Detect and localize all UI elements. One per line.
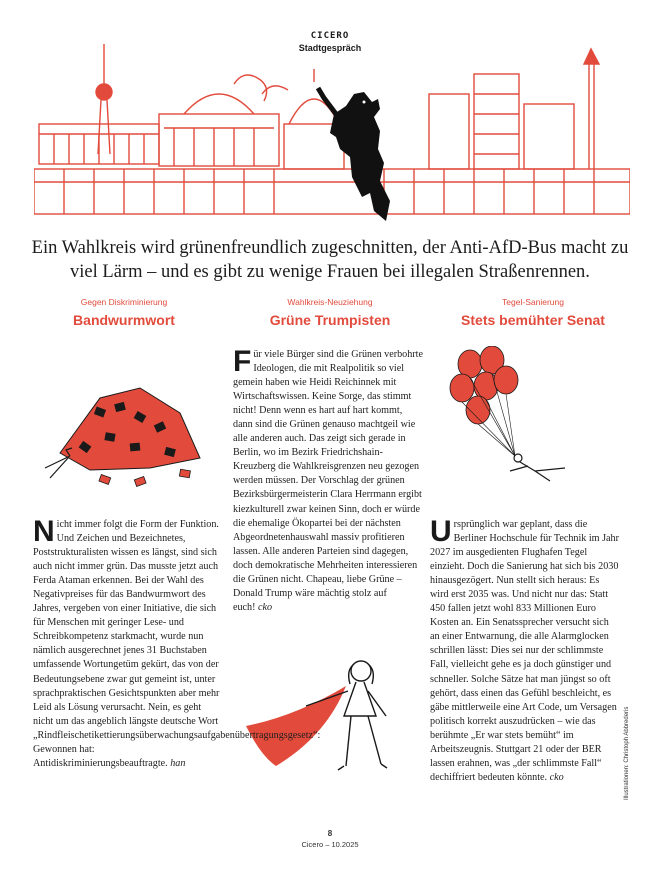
article-2-signature: cko bbox=[258, 601, 273, 613]
article-3-signature: cko bbox=[549, 771, 564, 783]
woman-flag-illustration bbox=[236, 646, 426, 796]
article-2-body bbox=[233, 345, 423, 615]
article-3-heading bbox=[437, 296, 629, 330]
brand-name: CICERO bbox=[310, 31, 350, 41]
issue-label: Cicero – 10.2025 bbox=[301, 840, 359, 849]
article-1-text: icht immer folgt die Form der Funktion. Und Zeichen und Bezeichnetes, Poststrukturalisten wissen es längst, sind sich auch nicht immer grün. Das musste jetzt auch Ferda Ataman erkennen. Bei der Wahl des Negativpreises für das Bandwurmwort des Jahres, vergeben von einer Initiative, die sich für Menschen mit geringer Lese- und Schreibkompetenz starkmacht, wurde nun nämlich ausgerechnet jenes 31 Buchstaben umfassende Wortungetüm gekürt, das von der Bedeutungsebene zwar gut gemeint ist, unter sprachpraktischen Gesichtspunkten aber mehr Leid als Lösung verursacht. Nein, es geht nicht um das angeblich längste deutsche Wort „Rindfleischetikettierungsüberwachungsaufgabenübertragungsgesetz“: Gewonnen hat: Antidiskriminierungsbeauftragte. bbox=[33, 519, 321, 769]
article-3-kicker: Tegel-Sanierung bbox=[502, 297, 564, 307]
article-2-title: Grüne Trumpisten bbox=[269, 312, 391, 328]
article-2-text: ür viele Bürger sind die Grünen verbohrte Ideologen, die mit Realpolitik so viel gemein haben wie Heidi Reichinnek mit Wirtschaftswissen. Keine Sorge, das stimmt nicht! Denn wenn es hart auf hart kommt, dann sind die Grünen genauso machtgeil wie alle anderen auch. Das zeigt sich gerade in Berlin, wo im Bezirk Friedrichshain-Kreuzberg die Wahlkreisgrenzen neu gezogen werden müssen. Der Vorschlag der grünen Bezirksbürgermeisterin Clara Herrmann ergibt kiezkulturell zwar keinen Sinn, doch er würde die ehemalige Ökopartei bei der nächsten Abgeordnetenhauswahl massiv profitieren lassen. Alle anderen Parteien sind dagegen, doch demokratische Mehrheiten interessieren die Grünen nicht. Chapeau, liebe Grüne – Donald Trump wäre mächtig stolz auf euch! bbox=[233, 349, 423, 613]
article-3-body bbox=[430, 515, 620, 785]
article-1-dropcap: N bbox=[33, 515, 55, 548]
article-2-heading bbox=[234, 296, 426, 330]
article-2-dropcap: F bbox=[233, 345, 252, 378]
section-name: Stadtgespräch bbox=[298, 43, 362, 53]
article-2-kicker: Wahlkreis-Neuziehung bbox=[287, 297, 373, 307]
article-1-title: Bandwurmwort bbox=[73, 312, 175, 328]
page-footer bbox=[0, 828, 660, 850]
balloons-illustration bbox=[440, 346, 610, 486]
article-3-title: Stets bemühter Senat bbox=[461, 312, 605, 328]
illustration-credit: Illustrationen: Christoph Abbrederis bbox=[624, 706, 630, 800]
word-tiles-illustration bbox=[40, 358, 210, 488]
article-1-signature: han bbox=[170, 757, 186, 769]
berlin-skyline-illustration bbox=[34, 44, 630, 224]
article-3-dropcap: U bbox=[430, 515, 452, 548]
article-1-kicker: Gegen Diskriminierung bbox=[80, 297, 168, 307]
article-1-heading bbox=[28, 296, 220, 330]
page-number: 8 bbox=[327, 829, 333, 838]
intro-lead: Ein Wahlkreis wird grünenfreundlich zugeschnitten, der Anti-AfD-Bus macht zu viel Lärm – und es gibt zu wenige Frauen bei illegalen Straßenrennen. bbox=[31, 238, 629, 282]
article-3-text: rsprünglich war geplant, dass die Berliner Hochschule für Technik im Jahr 2027 im ausgedienten Flughafen Tegel einzieht. Doch die Sanierung hat sich bis 2030 hinausgezögert. Nun stellt sich heraus: Es wird erst 2035 was. Und nicht nur das: Statt 450 fallen jetzt wohl 833 Millionen Euro Kosten an. Ein Senatssprecher versucht sich an einer Entwarnung, die alle Alarmglocken schrillen lässt: Dies sei nur der schlimmste Fall, vielleicht gehe es ja doch günstiger und schneller. Solche Sätze hat man jüngst so oft gehört, dass einen das Gefühl beschleicht, es gäbe mittlerweile eine Art Code, um Versagen politisch korrekt auszudrücken – wie das berühmte „Er war stets bemüht“ im Arbeitszeugnis. Stuttgart 21 oder der BER lassen erahnen, was „der schlimmste Fall“ dechiffriert bedeuten könnte. bbox=[430, 519, 619, 783]
